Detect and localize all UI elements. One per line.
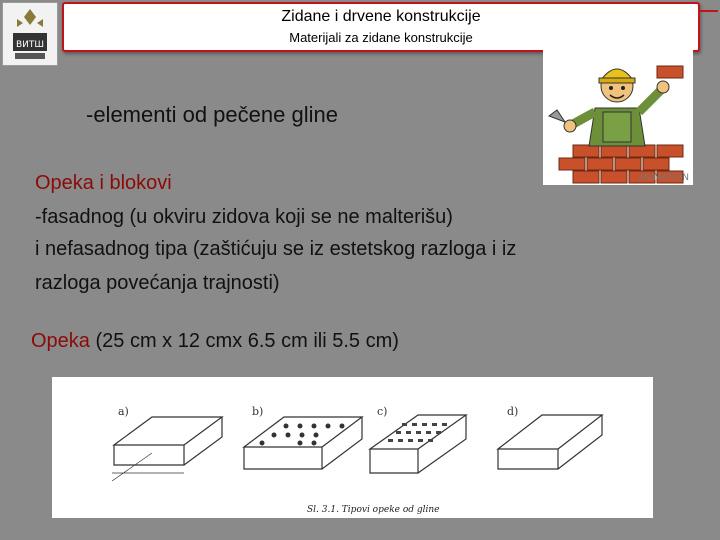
section-subheading: -elementi od pečene gline xyxy=(86,102,338,127)
header-box xyxy=(62,2,700,52)
figure-label-c: c) xyxy=(377,405,388,418)
text-line-2: -fasadnog (u okviru zidova koji se ne malterišu) xyxy=(35,206,453,228)
bricklayer-icon xyxy=(543,50,693,185)
figure-label-d: d) xyxy=(507,405,519,418)
brick-drawings xyxy=(52,377,653,518)
accent-line xyxy=(698,10,718,12)
figure-label-a: a) xyxy=(118,405,129,418)
opeka-dimensions: (25 cm x 12 cmx 6.5 cm ili 5.5 cm) xyxy=(89,330,399,352)
page-title: Zidane i drvene konstrukcije xyxy=(281,8,481,25)
text-line-3: i nefasadnog tipa (zaštićuju se iz estetskog razloga i iz xyxy=(35,238,517,260)
figure-label-b: b) xyxy=(252,405,264,418)
university-crest-icon xyxy=(3,3,57,65)
text-line-4: razloga povećanja trajnosti) xyxy=(35,272,280,294)
brick-dimensions-line xyxy=(31,330,399,353)
text-line-1: Opeka i blokovi xyxy=(35,172,172,194)
figure-caption: Sl. 3.1. Tipovi opeke od gline xyxy=(307,505,440,515)
logo-text: ВИТШ xyxy=(15,40,45,50)
bricklayer-illustration xyxy=(543,50,693,185)
opeka-label: Opeka xyxy=(31,330,90,352)
brick-types-figure xyxy=(52,377,653,518)
illustration-caption: ANIMATION xyxy=(638,173,689,183)
university-logo xyxy=(2,2,58,66)
page-subtitle: Materijali za zidane konstrukcije xyxy=(289,30,473,45)
